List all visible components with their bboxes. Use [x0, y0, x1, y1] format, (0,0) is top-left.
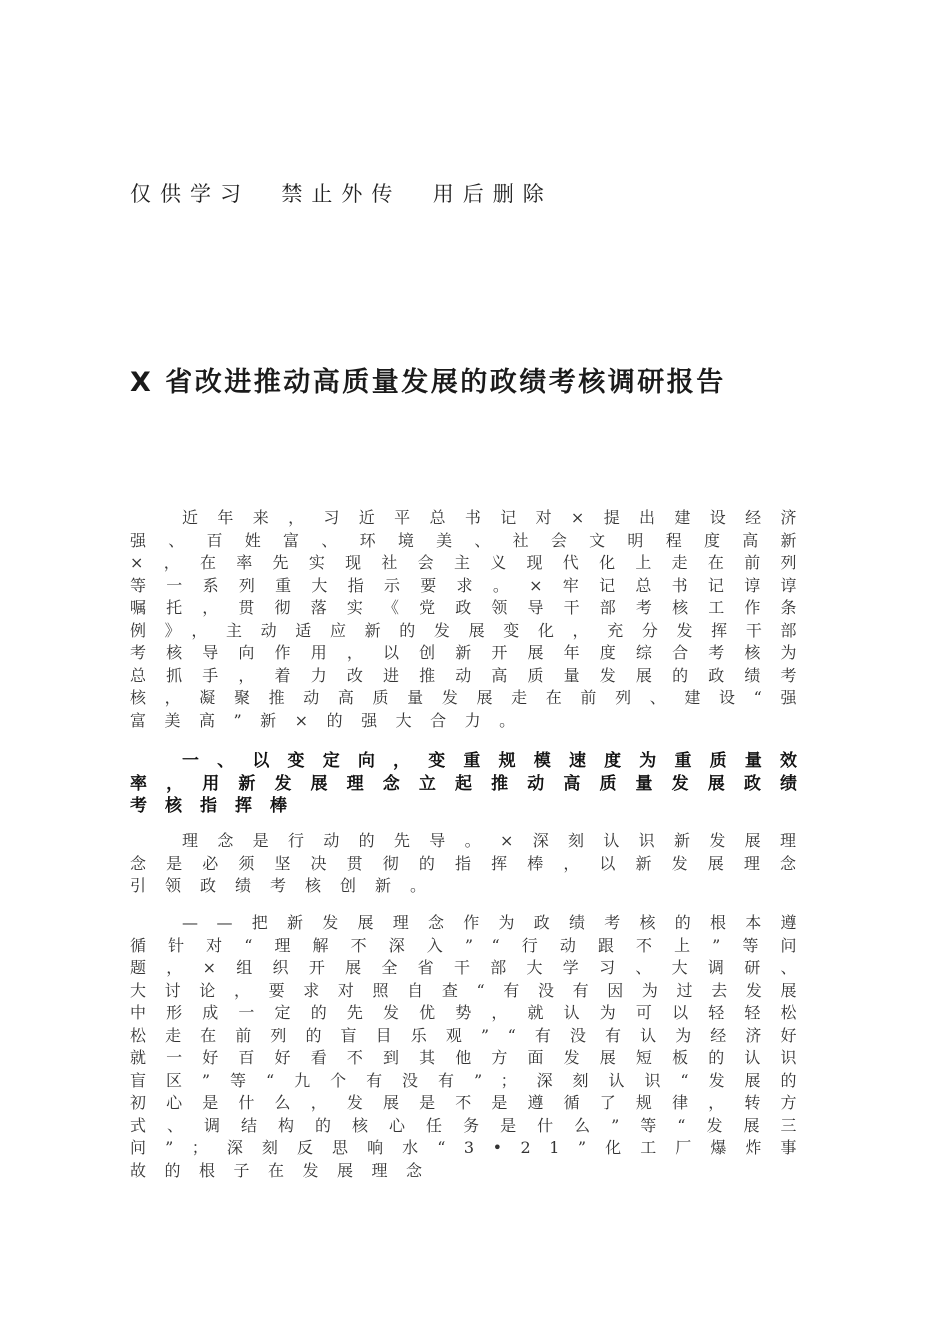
section-heading-1: 一、以变定向，变重规模速度为重质量效率，用新发展理念立起推动高质量发展政绩考核指挥棒 — [130, 751, 815, 816]
document-title: X 省改进推动高质量发展的政绩考核调研报告 — [130, 367, 726, 398]
paragraph-section-1: 理念是行动的先导。×深刻认识新发展理念是必须坚决贯彻的指挥棒，以新发展理念引领政绩考核创新。 — [130, 831, 815, 895]
confidentiality-notice: 仅供学习 禁止外传 用后删除 — [130, 182, 553, 206]
paragraph-intro: 近年来，习近平总书记对×提出建设经济强、百姓富、环境美、社会文明程度高新×，在率先实现社会主义现代化上走在前列等一系列重大指示要求。×牢记总书记谆谆嘱托，贯彻落实《党政领导干部考核工作条例》，主动适应新的发展变化，充分发挥干部考核导向作用，以创新开展年度综合考核为总抓手，着力改进推动高质量发展的政绩考核，凝聚推动高质量发展走在前列、建设“强富美高”新×的强大合力。 — [130, 508, 815, 730]
paragraph-subsection: ——把新发展理念作为政绩考核的根本遵循针对“理解不深入”“行动跟不上”等问题，×组织开展全省干部大学习、大调研、大讨论，要求对照自查“有没有因为过去发展中形成一定的先发优势，就认为可以轻轻松松走在前列的盲目乐观”“有没有认为经济好就一好百好看不到其他方面发展短板的认识盲区”等“九个有没有”；深刻认识“发展的初心是什么，发展是不是遵循了规律，转方式、调结构的核心任务是什么”等“发展三问”；深刻反思响水“3•21”化工厂爆炸事故的根子在发展理念 — [130, 913, 815, 1180]
